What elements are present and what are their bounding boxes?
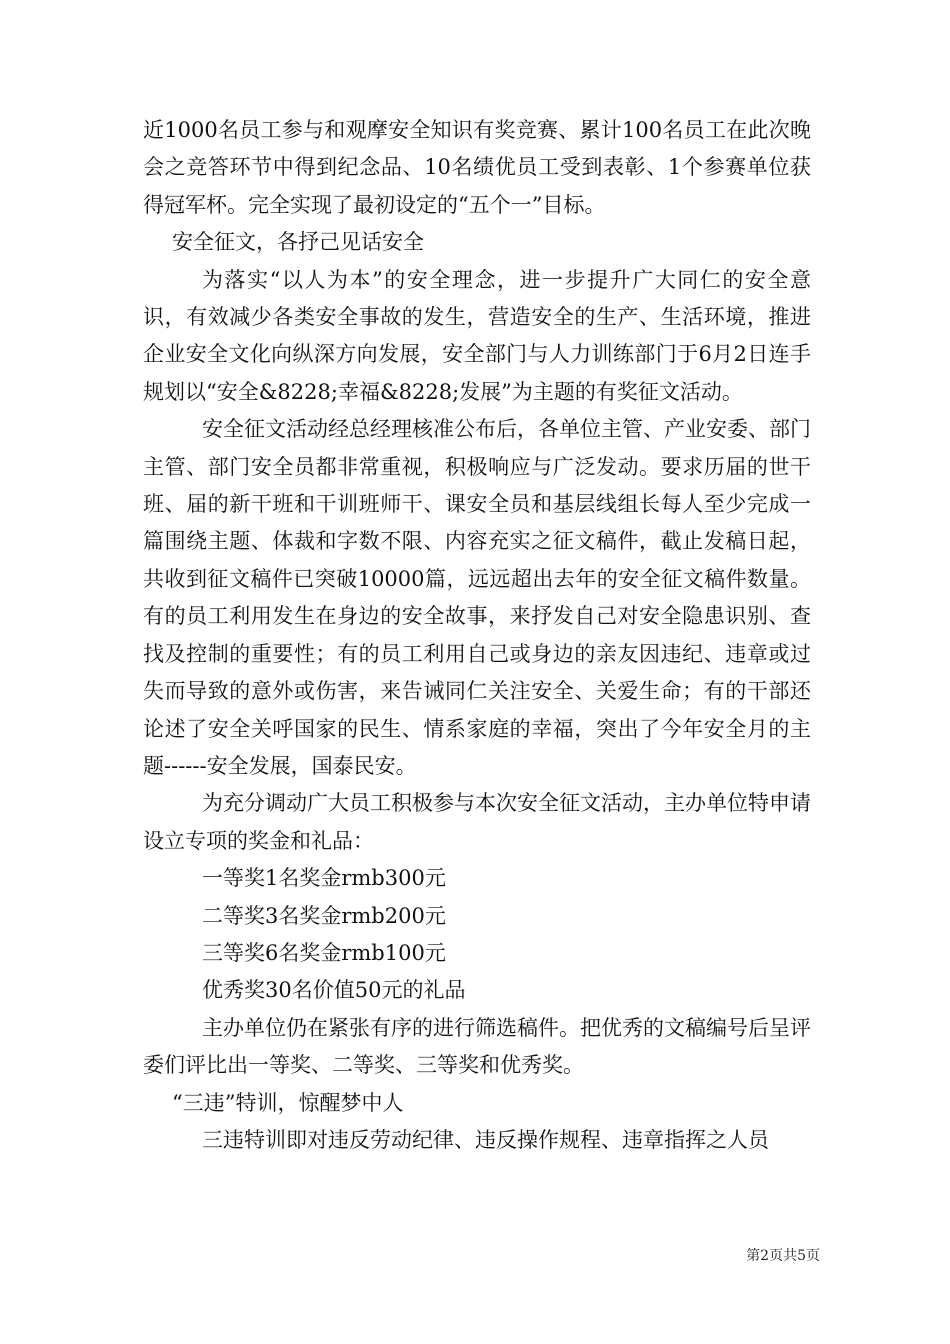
paragraph-essay-purpose: 为落实“以人为本”的安全理念，进一步提升广大同仁的安全意识，有效减少各类安全事故的发生，营造安全的生产、生活环境，推进企业安全文化向纵深方向发展，安全部门与人力训练部门于6月2日连手规划以“安全&8228;幸福&8228;发展”为主题的有奖征文活动。 [143, 267, 811, 404]
section-heading-essay: 安全征文，各抒己见话安全 [172, 230, 424, 255]
page-number-footer: 第2页共5页 [746, 1248, 820, 1264]
section-heading-training: “三违”特训，惊醒梦中人 [172, 1090, 404, 1115]
paragraph-prize-intro: 为充分调动广大员工积极参与本次安全征文活动，主办单位特申请设立专项的奖金和礼品： [143, 791, 811, 853]
paragraph-contest-results: 近1000名员工参与和观摩安全知识有奖竞赛、累计100名员工在此次晚会之竞答环节中得到纪念品、10名绩优员工受到表彰、1个参赛单位获得冠军杯。完全实现了最初设定的“五个一”目标。 [143, 118, 811, 217]
prize-third: 三等奖6名奖金rmb100元 [202, 940, 446, 965]
prize-excellence: 优秀奖30名价值50元的礼品 [202, 978, 466, 1003]
paragraph-essay-response: 安全征文活动经总经理核准公布后，各单位主管、产业安委、部门主管、部门安全员都非常重视，积极响应与广泛发动。要求历届的世干班、届的新干班和干训班师干、课安全员和基层线组长每人至少完成一篇围绕主题、体裁和字数不限、内容充实之征文稿件，截止发稿日起，共收到征文稿件已突破10000篇，远远超出去年的安全征文稿件数量。有的员工利用发生在身边的安全故事，来抒发自己对安全隐患识别、查找及控制的重要性；有的员工利用自己或身边的亲友因违纪、违章或过失而导致的意外或伤害，来告诫同仁关注安全、关爱生命；有的干部还论述了安全关呼国家的民生、情系家庭的幸福，突出了今年安全月的主题------安全发展，国泰民安。 [143, 417, 811, 778]
paragraph-training-intro: 三违特训即对违反劳动纪律、违反操作规程、违章指挥之人员 [202, 1127, 769, 1152]
paragraph-screening: 主办单位仍在紧张有序的进行筛选稿件。把优秀的文稿编号后呈评委们评比出一等奖、二等奖、三等奖和优秀奖。 [143, 1015, 811, 1078]
prize-first: 一等奖1名奖金rmb300元 [202, 866, 446, 891]
prize-second: 二等奖3名奖金rmb200元 [202, 903, 446, 928]
document-body [143, 112, 811, 1159]
